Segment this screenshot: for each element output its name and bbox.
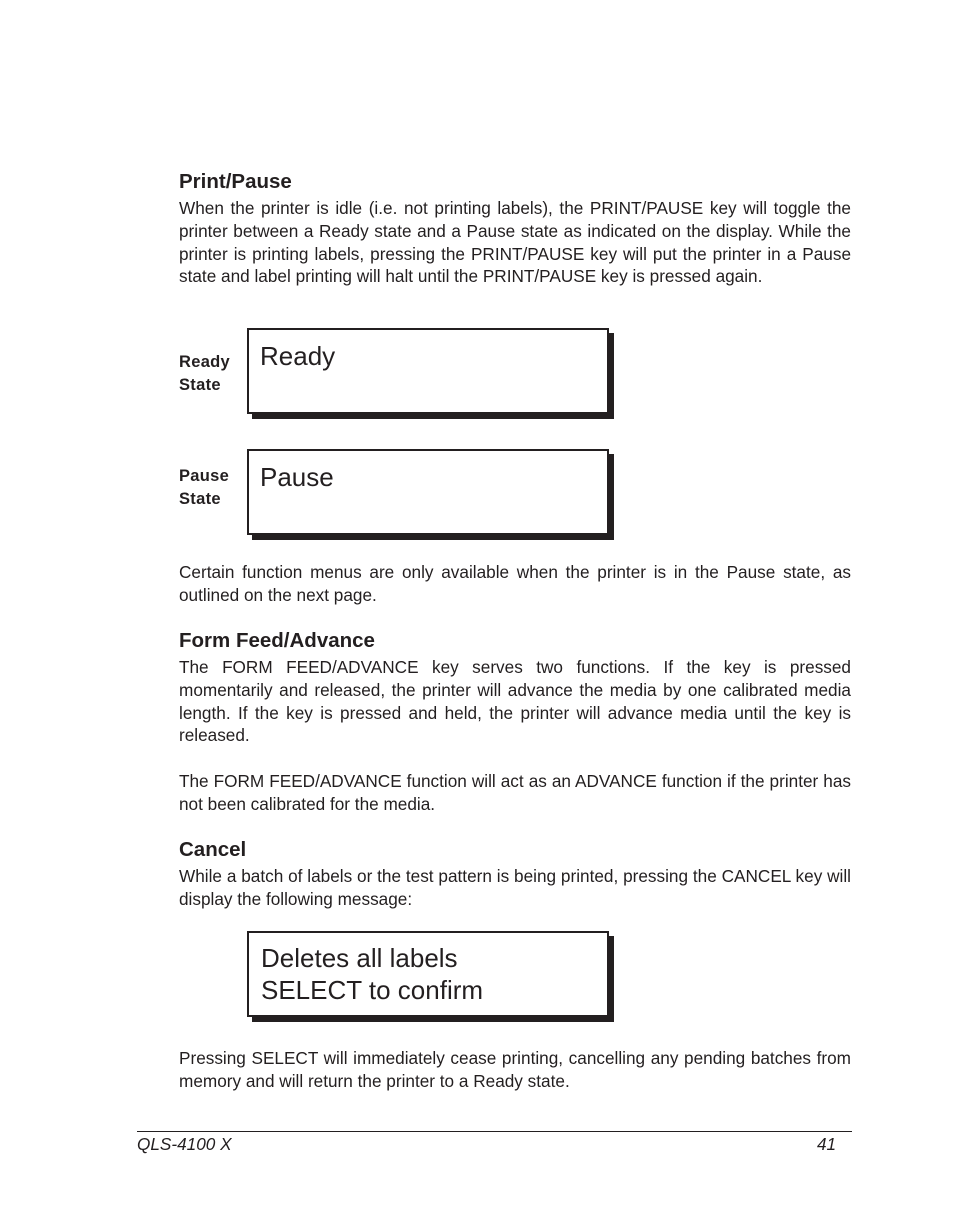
print-pause-paragraph: When the printer is idle (i.e. not printing labels), the PRINT/PAUSE key will toggle the printer between a Ready state and a Pause state as indicated on the display. While the printer is printing labels, pressing the PRINT/PAUSE key will put the printer in a Pause state and label printing will halt until the PRINT/PAUSE key is pressed again. [179, 198, 851, 287]
footer-model: QLS-4100 X [137, 1134, 232, 1154]
form-feed-paragraph-1: The FORM FEED/ADVANCE key serves two functions. If the key is pressed momentarily and released, the printer will advance the media by one calibrated media length. If the key is pressed and held, the printer will advance media until the key is released. [179, 657, 851, 746]
pause-display-text: Pause [260, 462, 334, 492]
pause-state-display [247, 449, 609, 535]
cancel-heading: Cancel [179, 838, 247, 861]
pause-state-note: Certain function menus are only available when the printer is in the Pause state, as outlined on the next page. [179, 562, 851, 605]
cancel-display-line-2: SELECT to confirm [261, 975, 484, 1005]
ready-state-label-line2: State [179, 376, 221, 394]
cancel-note: Pressing SELECT will immediately cease printing, cancelling any pending batches from memory and will return the printer to a Ready state. [179, 1048, 851, 1091]
ready-display-text: Ready [260, 341, 336, 371]
ready-state-display [247, 328, 609, 414]
pause-state-label-line1: Pause [179, 467, 230, 485]
footer-page-number: 41 [817, 1134, 837, 1154]
form-feed-heading: Form Feed/Advance [179, 629, 375, 652]
form-feed-paragraph-2: The FORM FEED/ADVANCE function will act as an ADVANCE function if the printer has not been calibrated for the media. [179, 771, 851, 814]
cancel-confirm-display [247, 931, 609, 1017]
cancel-paragraph: While a batch of labels or the test pattern is being printed, pressing the CANCEL key will display the following message: [179, 866, 851, 909]
ready-state-label [179, 351, 230, 397]
ready-state-label-line1: Ready [179, 353, 231, 371]
footer-divider [137, 1131, 852, 1132]
cancel-display-line-1: Deletes all labels [261, 943, 458, 973]
pause-state-label [179, 465, 229, 511]
print-pause-heading: Print/Pause [179, 170, 292, 193]
pause-state-label-line2: State [179, 490, 221, 508]
